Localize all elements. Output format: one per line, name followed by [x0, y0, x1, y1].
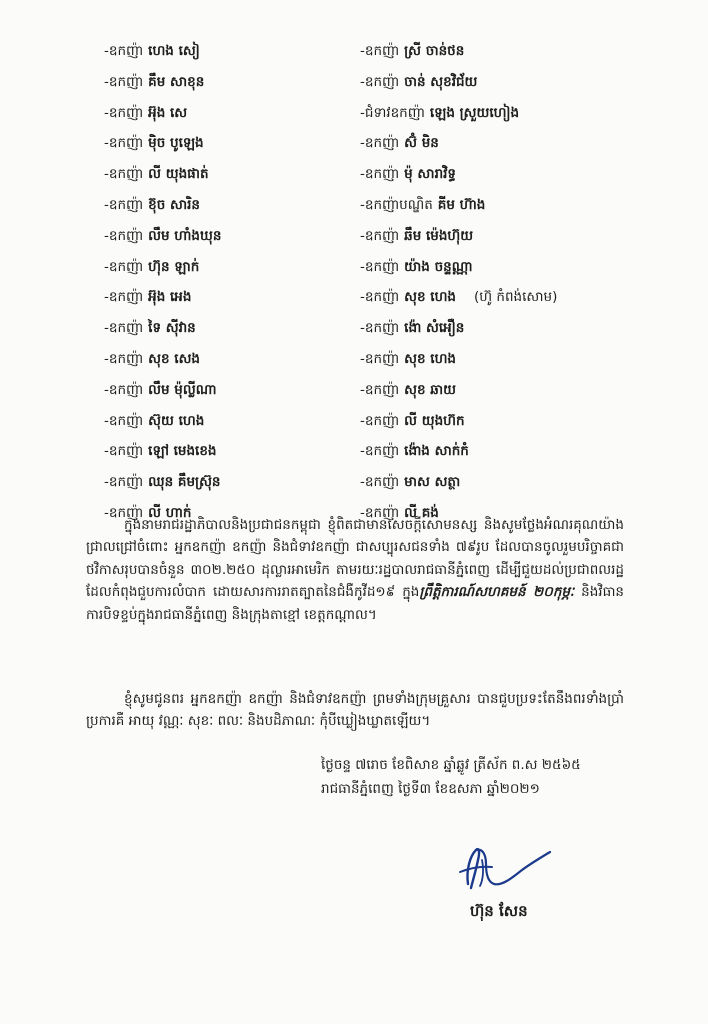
donor-name-row	[104, 128, 344, 159]
donor-name: មាស សត្ថា	[404, 474, 461, 491]
donor-name-row	[360, 467, 690, 498]
honorific-title: -ឧកញ៉ាបណ្ឌិត	[360, 196, 433, 213]
honorific-title: -ឧកញ៉ា	[104, 135, 144, 152]
honorific-title: -ឧកញ៉ា	[104, 43, 144, 59]
donor-name: លី គង់	[404, 504, 439, 521]
honorific-title: -ឧកញ៉ា	[360, 135, 400, 152]
donor-name-row	[360, 436, 690, 467]
donor-name-row	[360, 221, 690, 252]
donor-name-row	[104, 252, 344, 283]
donor-name-row	[360, 406, 690, 437]
donor-name-row	[360, 190, 690, 221]
honorific-title: -ឧកញ៉ា	[360, 412, 400, 429]
honorific-title: -ឧកញ៉ា	[360, 73, 400, 90]
donor-name-row	[360, 375, 690, 406]
donor-name: លី យុងផាត់	[148, 166, 209, 183]
donor-name: សុខ ឆាយ	[404, 381, 456, 398]
signer-name: ហ៊ុន សែន	[470, 902, 528, 920]
honorific-title: -ឧកញ៉ា	[360, 289, 400, 306]
donor-name-row	[104, 467, 344, 498]
donor-name-row	[104, 282, 344, 313]
donor-name: គីម ហ៊ាង	[437, 196, 486, 213]
donor-name-row	[104, 436, 344, 467]
donor-name: ទៃ ស៊ីវាន	[148, 320, 196, 337]
donor-name-row	[104, 313, 344, 344]
honorific-title: -ឧកញ៉ា	[104, 196, 144, 213]
honorific-title: -ឧកញ៉ា	[104, 289, 144, 306]
donor-name: យ៉ាង ចន្ទណ្ណា	[404, 258, 473, 275]
honorific-title: -ឧកញ៉ា	[104, 258, 144, 275]
donor-name: ហេង សៀ	[148, 43, 200, 59]
donor-name-row	[104, 375, 344, 406]
honorific-title: -ឧកញ៉ា	[104, 350, 144, 367]
donor-name: ស៊ុយ ហេង	[148, 412, 205, 429]
gratitude-paragraph-end: និងវិធានការបិទខ្ទប់ក្នុងរាជធានីភ្នំពេញ និងក្រុងតាខ្មៅ ខេត្តកណ្តាល។	[86, 584, 624, 623]
honorific-title: -ឧកញ៉ា	[104, 166, 144, 183]
donor-names-right-column	[360, 36, 690, 529]
donor-name: ម៉ុ សារាវិទ្ធ	[404, 166, 456, 183]
donor-name: អ៊ុង អេង	[148, 289, 192, 306]
honorific-title: -ឧកញ៉ា	[360, 443, 400, 460]
blessing-paragraph: ខ្ញុំសូមជូនពរ អ្នកឧកញ៉ា ឧកញ៉ា និងជំទាវឧកញ៉ា ព្រមទាំងក្រុមគ្រួសារ បានជួបប្រទះតែនឹងពរទាំងប្រាំប្រការគឺ អាយុ វណ្ណៈ សុខៈ ពលៈ និងបដិភាណៈ កុំបីឃ្លៀងឃ្លាតឡើយ។	[86, 691, 624, 730]
donor-name-row	[360, 67, 690, 98]
lunar-date: ថ្ងៃចន្ទ ៧រោច ខែពិសាខ ឆ្នាំឆ្លូវ ត្រីស័ក ព.ស ២៥៦៥	[321, 757, 581, 773]
donor-name: ចាន់ សុខវិជ័យ	[404, 73, 478, 90]
donor-name: ឆឹម ម៉េងហ៊ុយ	[404, 227, 474, 244]
honorific-title: -ឧកញ៉ា	[360, 504, 400, 521]
donor-name: ហ៊ុន ឡាក់	[148, 258, 200, 275]
donor-name: សុខ ហេង	[404, 350, 456, 367]
donor-name-row	[360, 252, 690, 283]
donor-name: គឹម សាខុន	[148, 73, 205, 90]
donor-name-row	[360, 36, 690, 67]
gratitude-paragraph-text: ក្នុងនាមរាជរដ្ឋាភិបាលនិងប្រជាជនកម្ពុជា ខ្ញុំពិតជាមានសេចក្តីសោមនស្ស និងសូមថ្លែងអំណរគុណយ៉ាងជ្រាលជ្រៅចំពោះ អ្នកឧកញ៉ា ឧកញ៉ា និងជំទាវឧកញ៉ា ជាសប្បុរសជនទាំង ៧៩រូប ដែលបានចូលរួមបរិច្ចាគជាថវិកាសរុបបានចំនួន ៣០២.២៥០ ដុល្លារអាមេរិក តាមរយៈរដ្ឋបាលរាជធានីភ្នំពេញ ដើម្បីជួយដល់ប្រជាពលរដ្ឋដែលកំពុងជួបការលំបាក ដោយសារការរាតត្បាតនៃជំងឺកូវីដ១៩ ក្នុង	[86, 517, 624, 601]
donor-name: ង៉ោង សាក់កំ	[404, 443, 469, 460]
donor-name: ខ៊ុច សារិន	[148, 196, 200, 213]
donor-name: លឹម ម៉ុល្លីណា	[148, 381, 217, 398]
donor-name: ស៊ំ មិន	[404, 135, 439, 152]
donor-name: ស្រី ចាន់ថន	[404, 43, 465, 59]
donor-name: អ៊ុង សេ	[148, 104, 188, 121]
donor-name-row	[360, 344, 690, 375]
donor-name-row	[104, 36, 344, 67]
donor-name-row	[104, 344, 344, 375]
honorific-title: -ឧកញ៉ា	[104, 227, 144, 244]
donor-name-row	[104, 98, 344, 129]
donor-name: លី ហាក់	[148, 504, 192, 521]
handwritten-signature	[446, 826, 556, 906]
solar-date: រាជធានីភ្នំពេញ ថ្ងៃទី៣ ខែឧសភា ឆ្នាំ២០២១	[321, 781, 540, 797]
donor-name-row	[360, 98, 690, 129]
honorific-title: -ឧកញ៉ា	[104, 104, 144, 121]
donor-name-row	[104, 406, 344, 437]
gratitude-paragraph	[86, 514, 624, 626]
honorific-title: -ឧកញ៉ា	[104, 73, 144, 90]
honorific-title: -ឧកញ៉ា	[360, 227, 400, 244]
donor-names-left-column	[104, 36, 344, 529]
donor-name: ឡៅ មេងខេង	[148, 443, 217, 460]
donor-name: សុខ សេង	[148, 350, 200, 367]
donor-name-row	[104, 159, 344, 190]
honorific-title: -ជំទាវឧកញ៉ា	[360, 104, 425, 121]
honorific-title: -ឧកញ៉ា	[360, 320, 400, 337]
donor-name: ឡេង ស្រួយហៀង	[429, 104, 520, 121]
donor-name-row	[104, 221, 344, 252]
honorific-title: -ឧកញ៉ា	[104, 381, 144, 398]
honorific-title: -ឧកញ៉ា	[104, 443, 144, 460]
honorific-title: -ឧកញ៉ា	[360, 43, 400, 59]
donor-name: ឈុន គឹមស្រ៊ុន	[148, 474, 221, 491]
donor-name: សុខ ហេង	[404, 289, 456, 306]
donor-name: ម៉ិច បូឡេង	[148, 135, 204, 152]
donor-name: លឹម ហាំងឃុន	[148, 227, 222, 244]
honorific-title: -ឧកញ៉ា	[360, 350, 400, 367]
honorific-title: -ឧកញ៉ា	[104, 412, 144, 429]
donor-name-row	[360, 282, 690, 313]
donor-note: (ហ៊ូ កំពង់សោម)	[474, 289, 558, 306]
honorific-title: -ឧកញ៉ា	[104, 504, 144, 521]
honorific-title: -ឧកញ៉ា	[360, 166, 400, 183]
donor-name-row	[360, 128, 690, 159]
honorific-title: -ឧកញ៉ា	[360, 474, 400, 491]
honorific-title: -ឧកញ៉ា	[360, 381, 400, 398]
donor-name-row	[360, 159, 690, 190]
donor-name-row	[360, 313, 690, 344]
honorific-title: -ឧកញ៉ា	[104, 474, 144, 491]
honorific-title: -ឧកញ៉ា	[360, 258, 400, 275]
donor-name-row	[104, 67, 344, 98]
donor-name-row	[104, 190, 344, 221]
event-emphasis: ព្រឹត្តិការណ៍សហគមន៍ ២០កុម្ភៈ	[419, 584, 575, 601]
donor-name: លី យុងហ៊ក	[404, 412, 465, 429]
donor-name: ង៉ោ សំអឿន	[404, 320, 465, 337]
honorific-title: -ឧកញ៉ា	[104, 320, 144, 337]
